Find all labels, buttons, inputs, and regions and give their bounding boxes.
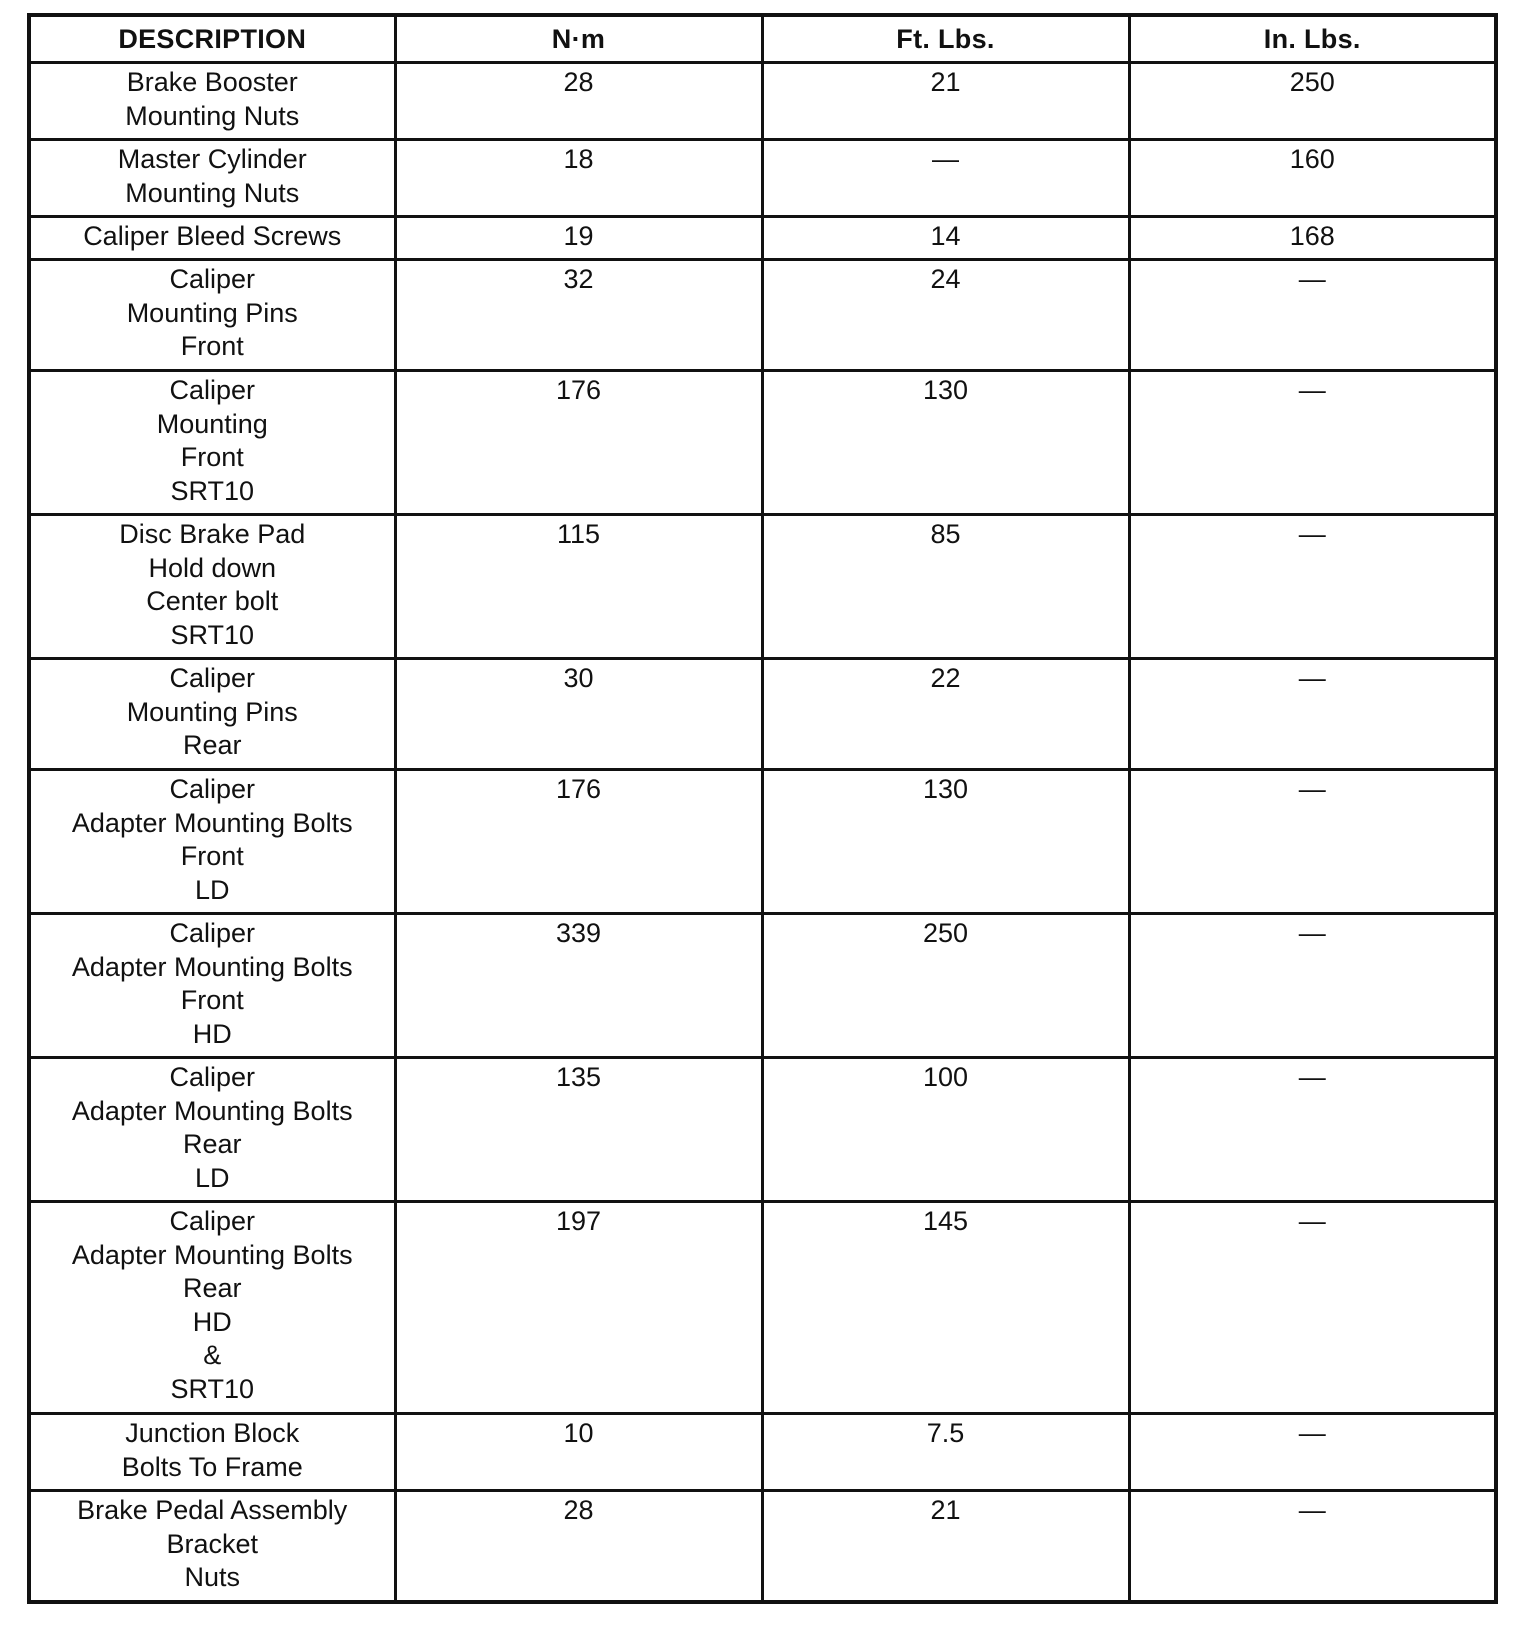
table-row xyxy=(29,914,1496,1058)
table-row xyxy=(29,515,1496,659)
table-row xyxy=(29,371,1496,515)
in-lbs-cell: — xyxy=(1129,1414,1496,1491)
table-row xyxy=(29,217,1496,260)
ft-lbs-cell: 21 xyxy=(762,63,1129,140)
description-line: Rear xyxy=(182,1273,242,1303)
description-line: Mounting Nuts xyxy=(125,177,300,208)
nm-cell: 19 xyxy=(395,217,762,260)
description-cell xyxy=(29,659,395,770)
description-line: Front xyxy=(180,985,244,1015)
in-lbs-cell: — xyxy=(1129,371,1496,515)
in-lbs-cell: — xyxy=(1129,1202,1496,1414)
in-lbs-cell: — xyxy=(1129,659,1496,770)
description-line: HD xyxy=(192,1306,232,1337)
in-lbs-cell: — xyxy=(1129,1058,1496,1202)
description-cell xyxy=(29,63,395,140)
description-line: Brake Booster xyxy=(126,67,298,97)
description-line: Nuts xyxy=(184,1562,241,1592)
description-line: Mounting xyxy=(156,408,268,439)
description-line: LD xyxy=(194,1162,230,1193)
description-line: Caliper Bleed Screws xyxy=(83,221,342,251)
ft-lbs-cell: 14 xyxy=(762,217,1129,260)
table-row xyxy=(29,63,1496,140)
description-line: SRT10 xyxy=(170,1373,255,1404)
description-line: Adapter Mounting Bolts xyxy=(71,1239,353,1270)
ft-lbs-cell: 250 xyxy=(762,914,1129,1058)
header-foot-pounds: Ft. Lbs. xyxy=(762,15,1129,63)
nm-cell: 28 xyxy=(395,63,762,140)
description-line: HD xyxy=(192,1018,232,1049)
ft-lbs-cell: 7.5 xyxy=(762,1414,1129,1491)
nm-cell: 135 xyxy=(395,1058,762,1202)
description-line: Front xyxy=(180,442,244,472)
description-line: Adapter Mounting Bolts xyxy=(71,807,353,838)
description-cell xyxy=(29,914,395,1058)
nm-cell: 339 xyxy=(395,914,762,1058)
description-line: Caliper xyxy=(169,918,256,948)
ft-lbs-cell: 24 xyxy=(762,260,1129,371)
nm-cell: 115 xyxy=(395,515,762,659)
table-row xyxy=(29,1491,1496,1602)
description-line: Disc Brake Pad xyxy=(119,519,306,549)
ft-lbs-cell: 21 xyxy=(762,1491,1129,1602)
description-cell xyxy=(29,1202,395,1414)
table-row xyxy=(29,1058,1496,1202)
description-line: Brake Pedal Assembly xyxy=(77,1495,348,1525)
table-row xyxy=(29,1202,1496,1414)
in-lbs-cell: — xyxy=(1129,260,1496,371)
description-line: SRT10 xyxy=(170,619,255,650)
description-line: Caliper xyxy=(169,375,256,405)
in-lbs-cell: — xyxy=(1129,770,1496,914)
description-cell xyxy=(29,371,395,515)
header-inch-pounds: In. Lbs. xyxy=(1129,15,1496,63)
description-line: Front xyxy=(180,841,244,871)
description-line: Junction Block xyxy=(125,1418,300,1448)
nm-cell: 32 xyxy=(395,260,762,371)
ft-lbs-cell: 130 xyxy=(762,770,1129,914)
header-newton-meters: N·m xyxy=(395,15,762,63)
description-line: Caliper xyxy=(169,663,256,693)
ft-lbs-cell: 145 xyxy=(762,1202,1129,1414)
table-row xyxy=(29,659,1496,770)
in-lbs-cell: 160 xyxy=(1129,140,1496,217)
description-cell xyxy=(29,515,395,659)
description-line: Hold down xyxy=(148,552,277,583)
description-line: Mounting Pins xyxy=(126,696,298,727)
description-cell xyxy=(29,260,395,371)
description-cell xyxy=(29,1414,395,1491)
description-line: Rear xyxy=(182,1129,242,1159)
in-lbs-cell: — xyxy=(1129,914,1496,1058)
description-cell xyxy=(29,217,395,260)
description-line: Caliper xyxy=(169,1206,256,1236)
description-line: Caliper xyxy=(169,1062,256,1092)
description-line: Caliper xyxy=(169,774,256,804)
description-line: Adapter Mounting Bolts xyxy=(71,951,353,982)
table-row xyxy=(29,140,1496,217)
ft-lbs-cell: 100 xyxy=(762,1058,1129,1202)
ft-lbs-cell: — xyxy=(762,140,1129,217)
in-lbs-cell: 250 xyxy=(1129,63,1496,140)
nm-cell: 176 xyxy=(395,770,762,914)
description-line: Front xyxy=(180,331,244,361)
torque-specification-table xyxy=(27,13,1498,1604)
in-lbs-cell: 168 xyxy=(1129,217,1496,260)
in-lbs-cell: — xyxy=(1129,1491,1496,1602)
table-row xyxy=(29,260,1496,371)
nm-cell: 30 xyxy=(395,659,762,770)
description-cell xyxy=(29,1491,395,1602)
description-cell xyxy=(29,770,395,914)
header-description: DESCRIPTION xyxy=(29,15,395,63)
description-line: Mounting Pins xyxy=(126,297,298,328)
description-line: SRT10 xyxy=(170,475,255,506)
description-line: Bolts To Frame xyxy=(121,1451,303,1482)
nm-cell: 28 xyxy=(395,1491,762,1602)
description-cell xyxy=(29,140,395,217)
nm-cell: 197 xyxy=(395,1202,762,1414)
description-line: Master Cylinder xyxy=(117,144,307,174)
nm-cell: 176 xyxy=(395,371,762,515)
ft-lbs-cell: 130 xyxy=(762,371,1129,515)
description-line: Caliper xyxy=(169,264,256,294)
description-line: Adapter Mounting Bolts xyxy=(71,1095,353,1126)
description-line: Center bolt xyxy=(146,586,279,616)
description-line: & xyxy=(203,1340,222,1370)
header-row xyxy=(29,15,1496,63)
table-row xyxy=(29,770,1496,914)
table-row xyxy=(29,1414,1496,1491)
description-cell xyxy=(29,1058,395,1202)
ft-lbs-cell: 85 xyxy=(762,515,1129,659)
in-lbs-cell: — xyxy=(1129,515,1496,659)
description-line: Rear xyxy=(182,730,242,760)
description-line: Mounting Nuts xyxy=(125,100,300,131)
nm-cell: 10 xyxy=(395,1414,762,1491)
ft-lbs-cell: 22 xyxy=(762,659,1129,770)
nm-cell: 18 xyxy=(395,140,762,217)
description-line: Bracket xyxy=(166,1528,259,1559)
description-line: LD xyxy=(194,874,230,905)
